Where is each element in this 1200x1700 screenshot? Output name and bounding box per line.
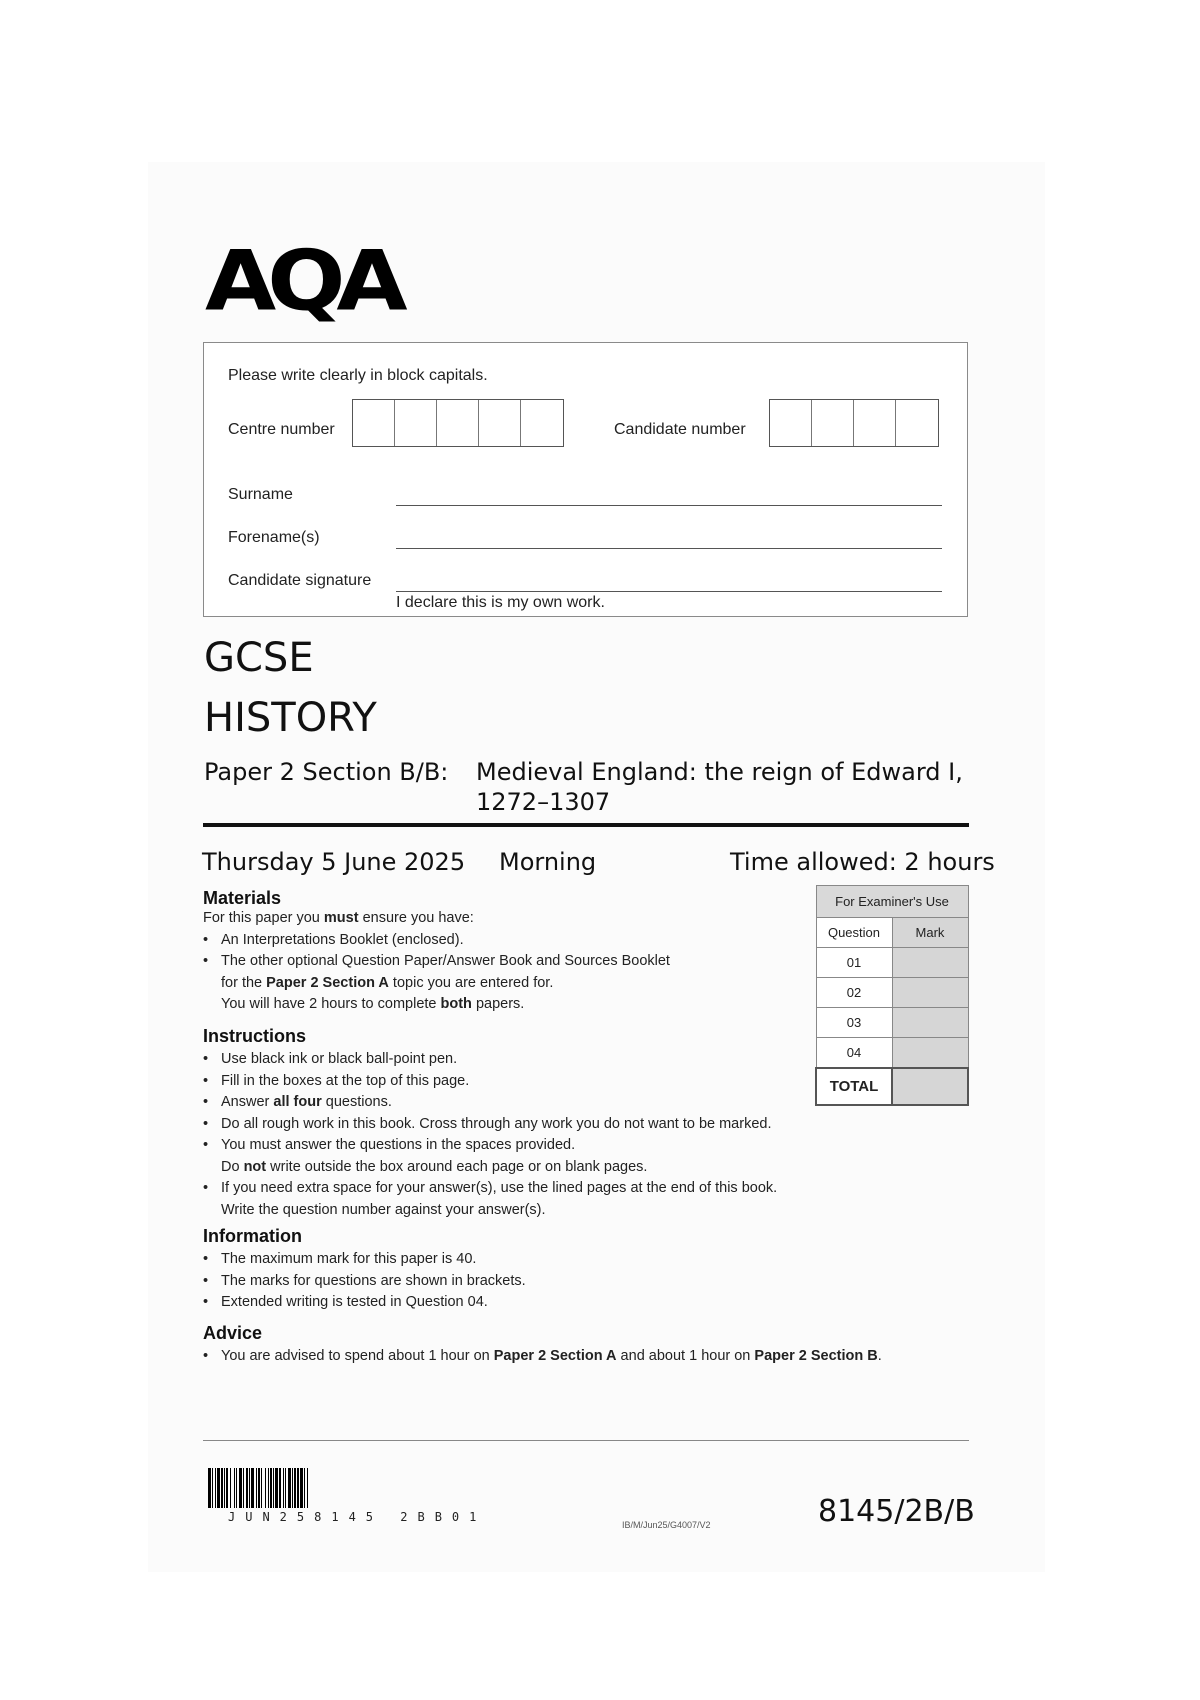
centre-number-field[interactable] (352, 399, 564, 447)
materials-intro: For this paper you must ensure you have: (203, 910, 474, 926)
list-item: • The marks for questions are shown in brackets. (203, 1271, 803, 1293)
question-number: 04 (816, 1038, 892, 1069)
forename-label: Forename(s) (228, 529, 320, 546)
list-item-continuation: You will have 2 hours to complete both papers. (221, 996, 525, 1012)
advice-heading: Advice (203, 1323, 263, 1343)
exam-date: Thursday 5 June 2025 (202, 848, 466, 876)
centre-digit-box[interactable] (437, 400, 479, 446)
topic-line-2: 1272–1307 (476, 788, 611, 816)
topic-line-1: Medieval England: the reign of Edward I, (476, 758, 963, 786)
candidate-digit-box[interactable] (854, 400, 896, 446)
examiner-use-title: For Examiner's Use (816, 886, 968, 918)
candidate-number-label: Candidate number (614, 421, 746, 438)
surname-label: Surname (228, 486, 293, 503)
title-rule (203, 823, 969, 827)
subject-title: HISTORY (204, 695, 377, 741)
candidate-digit-box[interactable] (770, 400, 812, 446)
centre-digit-box[interactable] (479, 400, 521, 446)
barcode-bar (308, 1468, 309, 1508)
block-capitals-instruction: Please write clearly in block capitals. (228, 367, 488, 384)
signature-line[interactable] (396, 591, 942, 592)
centre-digit-box[interactable] (521, 400, 563, 446)
instructions-heading: Instructions (203, 1026, 307, 1046)
mark-cell (892, 1008, 968, 1038)
paper-reference: IB/M/Jun25/G4007/V2 (622, 1520, 711, 1530)
list-item: • Use black ink or black ball-point pen. (203, 1049, 903, 1071)
list-item: • Extended writing is tested in Question 04. (203, 1292, 803, 1314)
list-item: • You must answer the questions in the spaces provided. (203, 1135, 903, 1157)
qualification-title: GCSE (204, 635, 314, 681)
time-allowed: Time allowed: 2 hours (730, 848, 995, 876)
list-item: • Answer all four questions. (203, 1092, 903, 1114)
barcode (208, 1468, 538, 1508)
candidate-number-field[interactable] (769, 399, 939, 447)
list-item: • The other optional Question Paper/Answer Book and Sources Booklet (203, 951, 763, 973)
list-item: • The maximum mark for this paper is 40. (203, 1249, 803, 1271)
candidate-details-box (203, 342, 968, 617)
list-item-continuation: for the Paper 2 Section A topic you are entered for. (221, 974, 554, 991)
forename-line[interactable] (396, 548, 942, 549)
question-number: 03 (816, 1008, 892, 1038)
information-heading: Information (203, 1226, 302, 1246)
mark-cell (892, 948, 968, 978)
list-item: • Fill in the boxes at the top of this page. (203, 1071, 903, 1093)
list-item: • You are advised to spend about 1 hour on Paper 2 Section A and about 1 hour on Paper 2 Section B. (203, 1346, 963, 1368)
instructions-list (203, 1049, 903, 1221)
list-item: • An Interpretations Booklet (enclosed). (203, 930, 763, 952)
paper-section-label: Paper 2 Section B/B: (204, 758, 449, 786)
mark-column-header: Mark (892, 918, 968, 948)
list-item-continuation: Write the question number against your answer(s). (221, 1201, 546, 1218)
total-mark-cell (892, 1068, 968, 1105)
topic-title (476, 757, 963, 817)
paper-code: 8145/2B/B (818, 1494, 975, 1529)
advice-list (203, 1346, 963, 1368)
information-list (203, 1249, 803, 1314)
total-label: TOTAL (816, 1068, 892, 1105)
surname-line[interactable] (396, 505, 942, 506)
centre-number-label: Centre number (228, 421, 335, 438)
materials-list (203, 908, 763, 1016)
list-item: • Do all rough work in this book. Cross through any work you do not want to be marked. (203, 1114, 903, 1136)
mark-cell (892, 978, 968, 1008)
exam-session: Morning (499, 848, 597, 876)
list-item-continuation: Do not write outside the box around each page or on blank pages. (221, 1158, 648, 1175)
materials-heading: Materials (203, 888, 282, 908)
aqa-logo: AQA (205, 232, 399, 330)
question-column-header: Question (816, 918, 892, 948)
examiner-use-table (815, 885, 969, 1106)
question-number: 02 (816, 978, 892, 1008)
mark-cell (892, 1038, 968, 1069)
declaration-text: I declare this is my own work. (396, 594, 605, 611)
list-item: • If you need extra space for your answer(s), use the lined pages at the end of this book. (203, 1178, 903, 1200)
barcode-text: JUN258145 2BB01 (228, 1510, 487, 1524)
centre-digit-box[interactable] (353, 400, 395, 446)
centre-digit-box[interactable] (395, 400, 437, 446)
candidate-digit-box[interactable] (896, 400, 938, 446)
signature-label: Candidate signature (228, 572, 372, 589)
question-number: 01 (816, 948, 892, 978)
footer-rule (203, 1440, 969, 1441)
candidate-digit-box[interactable] (812, 400, 854, 446)
